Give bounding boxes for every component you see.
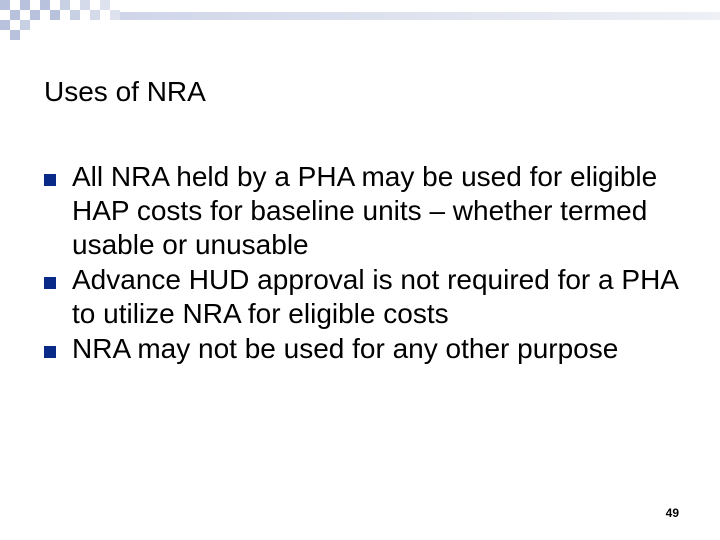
page-number: 49 xyxy=(665,506,679,520)
square-bullet-icon xyxy=(44,277,56,289)
checker-pattern xyxy=(0,0,720,40)
bullet-list xyxy=(44,160,684,366)
slide-title: Uses of NRA xyxy=(44,76,206,107)
square-bullet-icon xyxy=(44,174,56,186)
bullet-text: Advance HUD approval is not required for a PHA to utilize NRA for eligible costs xyxy=(72,264,678,329)
bullet-item xyxy=(44,332,684,366)
header-checker-band xyxy=(0,0,720,40)
bullet-item xyxy=(44,263,684,331)
bullet-text: All NRA held by a PHA may be used for eligible HAP costs for baseline units – whether termed usable or unusable xyxy=(72,161,658,260)
bullet-item xyxy=(44,160,684,262)
square-bullet-icon xyxy=(44,346,56,358)
bullet-text: NRA may not be used for any other purpose xyxy=(72,333,619,364)
